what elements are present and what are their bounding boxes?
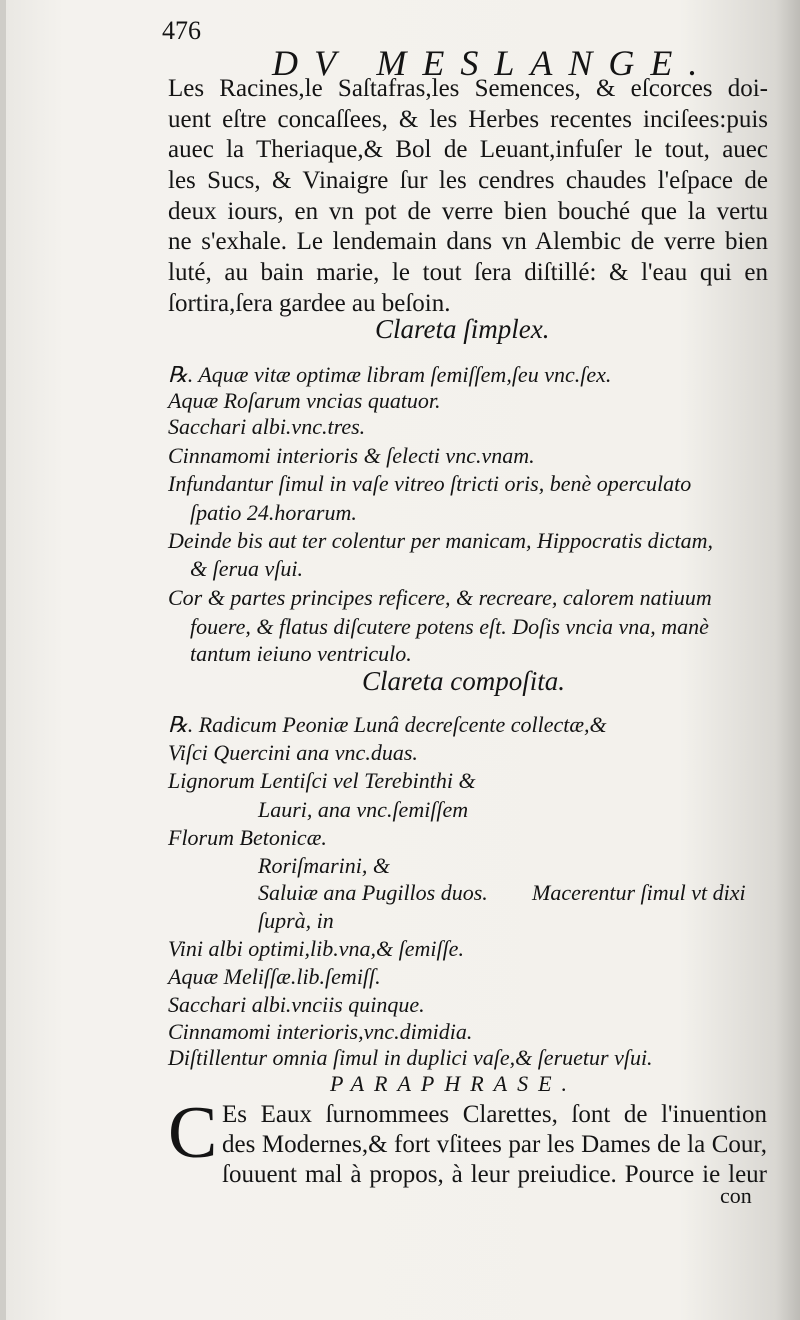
text-line: ne s'exhale. Le lendemain dans vn Alembic de verre bien xyxy=(168,228,768,256)
catchword: con xyxy=(720,1183,752,1208)
recipe-line: Macerentur ſimul vt dixi xyxy=(532,880,746,905)
text-line: Es Eaux ſurnommees Clarettes, ſont de l'inuention xyxy=(222,1101,767,1128)
recipe-line: ℞. Aquæ vitæ optimæ libram ſemiſſem,ſeu vnc.ſex. xyxy=(168,362,612,387)
recipe-line: Sacchari albi.vnc.tres. xyxy=(168,414,366,439)
paraphrase-heading: PARAPHRASE. xyxy=(330,1071,578,1096)
recipe-line: Viſci Quercini ana vnc.duas. xyxy=(168,740,418,765)
text-line: ſouuent mal à propos, à leur preiudice. Pource ie leur xyxy=(222,1161,767,1188)
recipe-line: Florum Betonicæ. xyxy=(168,825,327,850)
text-line: ſortira,ſera gardee au beſoin. xyxy=(168,289,451,317)
drop-cap: C xyxy=(168,1092,218,1174)
text-line: uent eſtre concaſſees, & les Herbes recentes inciſees:puis xyxy=(168,105,768,133)
recipe-line: tantum ieiuno ventriculo. xyxy=(190,641,412,666)
opening-paragraph xyxy=(168,74,768,320)
recipe-line: Lignorum Lentiſci vel Terebinthi & xyxy=(168,768,476,793)
recipe-line: Cor & partes principes reficere, & recreare, calorem natiuum xyxy=(168,585,712,610)
recipe-title-composita: Clareta compoſita. xyxy=(362,666,565,696)
recipe-line: Lauri, ana vnc.ſemiſſem xyxy=(258,797,469,822)
recipe-line: fouere, & flatus diſcutere potens eſt. Doſis vncia vna, manè xyxy=(190,614,709,639)
recipe-line: ſpatio 24.horarum. xyxy=(190,500,357,525)
text-line: luté, au bain marie, le tout ſera diſtillé: & l'eau qui en xyxy=(168,259,768,287)
recipe-line: Aquæ Roſarum vncias quatuor. xyxy=(168,388,441,413)
recipe-line: Cinnamomi interioris,vnc.dimidia. xyxy=(168,1019,473,1044)
recipe-line: Cinnamomi interioris & ſelecti vnc.vnam. xyxy=(168,443,535,468)
text-line: auec la Theriaque,& Bol de Leuant,infuſer le tout, auec xyxy=(168,136,768,164)
recipe-line: Deinde bis aut ter colentur per manicam, Hippocratis dictam, xyxy=(168,528,714,553)
recipe-line: Infundantur ſimul in vaſe vitreo ſtricti oris, benè operculato xyxy=(168,471,692,496)
recipe-line: Roriſmarini, & xyxy=(258,853,391,878)
running-head: DV MESLANGE. xyxy=(272,43,714,83)
text-line: des Modernes,& fort vſitees par les Dames de la Cour, xyxy=(222,1131,767,1158)
paraphrase-text xyxy=(222,1100,767,1190)
text-line: les Sucs, & Vinaigre ſur les cendres chaudes l'eſpace de xyxy=(168,167,768,195)
text-line: deux iours, en vn pot de verre bien bouché que la vertu xyxy=(168,197,768,225)
recipe-line: Diſtillentur omnia ſimul in duplici vaſe,& ſeruetur vſui. xyxy=(168,1045,653,1070)
recipe-line: Sacchari albi.vnciis quinque. xyxy=(168,992,425,1017)
text-line: Les Racines,le Saſtafras,les Semences, & eſcorces doi- xyxy=(168,75,768,102)
recipe-line: ſuprà, in xyxy=(258,908,334,933)
recipe-line: Saluiæ ana Pugillos duos. xyxy=(258,880,488,905)
recipe-line: ℞. Radicum Peoniæ Lunâ decreſcente collectæ,& xyxy=(168,712,607,737)
recipe-line: & ſerua vſui. xyxy=(190,556,304,581)
recipe-line: Aquæ Meliſſæ.lib.ſemiſſ. xyxy=(168,964,381,989)
recipe-line: Vini albi optimi,lib.vna,& ſemiſſe. xyxy=(168,936,464,961)
page-gutter-shadow xyxy=(0,0,6,1320)
page-number: 476 xyxy=(162,16,201,45)
recipe-title-simplex: Clareta ſimplex. xyxy=(375,314,550,344)
